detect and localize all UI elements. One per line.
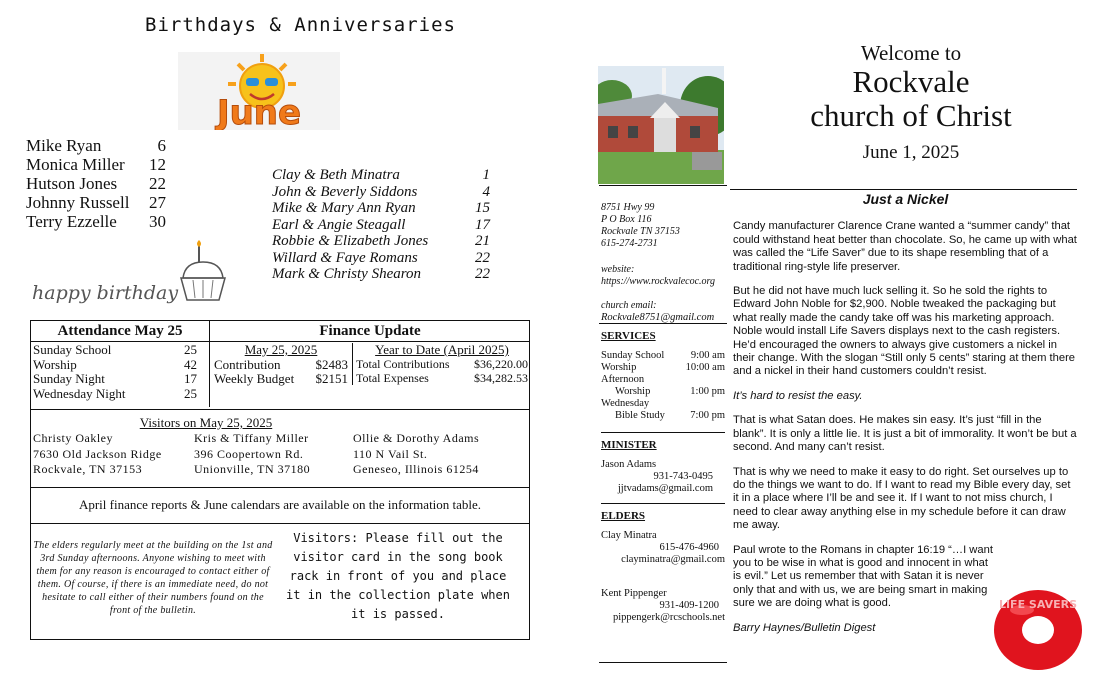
anniversary-list [272,167,490,283]
elder-name: Clay Minatra [601,530,657,541]
website-label: website: [601,264,635,275]
list-item: Worship 42 [33,356,197,372]
list-item: Mark & Christy Shearon 22 [272,266,490,282]
list-item: Worship 10:00 am [601,362,725,373]
birthday-list [26,136,166,231]
minister-name: Jason Adams [601,459,657,470]
happy-birthday-text: happy birthday [32,282,179,304]
divider [599,185,727,186]
info-box [30,320,530,640]
minister-email[interactable]: jjtvadams@gmail.com [617,483,713,494]
finance-ytd [352,343,528,385]
welcome-header [780,42,1042,164]
list-item: Robbie & Elizabeth Jones 21 [272,233,490,249]
list-item: Worship 1:00 pm [615,386,725,397]
elders-note: The elders regularly meet at the building on the 1st and 3rd Sunday afternoons. Anyone wishing to meet with them for any reason is encouraged to contact either of them. Of course, if there is an immediate need, do not hesitate to call either of their numbers found on the front of the bulletin. [33,540,273,616]
elder-name: Kent Pippenger [601,588,667,599]
church-name-line2: church of Christ [810,98,1012,134]
lifesaver-candy-icon [992,588,1084,677]
list-item: Mike Ryan 6 [26,136,166,155]
visitor-card-note: Visitors: Please fill out the visitor card in the song book rack in front of you and place it in the collection plate when it is passed. [286,531,510,621]
list-item: Clay & Beth Minatra 1 [272,167,490,183]
elder-email[interactable]: pippengerk@rcschools.net [612,612,725,623]
list-item: Sunday School 9:00 am [601,350,725,361]
visitors-title: Visitors on May 25, 2025 [139,415,273,430]
email-link[interactable]: Rockvale8751@gmail.com [601,312,715,323]
article [733,193,1078,646]
list-item: Contribution $2483 [214,356,348,372]
article-paragraph: But he did not have much luck selling it. So he sold the rights to Edward John Noble for $2,900. Noble tweaked the packaging but what really made the candy take off was his marketing approach. Noble would install Life Savers displays next to the cash registers. He’d encouraged the owners to always give customers a nickel in their change. With the slogan “Still only 5 cents” staring at them there and a nickel in their hand customers couldn’t resist. [733,285,1076,378]
list-item: Willard & Faye Romans 22 [272,249,490,266]
services-title: SERVICES [601,330,656,342]
lifesaver-text: LIFE SAVERS [998,598,1078,611]
welcome-text: Welcome to [860,41,962,65]
attendance-list [33,343,197,401]
article-paragraph: It’s hard to resist the easy. [733,389,863,402]
list-item: Total Contributions $36,220.00 [356,357,528,371]
list-item: Weekly Budget $2151 [214,371,348,386]
attendance-title: Attendance May 25 [57,323,183,339]
finance-area [209,341,530,407]
divider [730,189,1077,190]
list-item: Terry Ezzelle 30 [26,212,166,231]
list-item: Hutson Jones 22 [26,174,166,193]
finance-title: Finance Update [209,321,530,342]
article-paragraph: Paul wrote to the Romans in chapter 16:19 “…I want you to be wise in what is good and innocent in what is evil.” Let us remember that with Satan it is never only that and with us, we are being smart in making sure we are doing what is good. [733,543,993,610]
finance-ytd-title: Year to Date (April 2025) [375,342,509,357]
list-item: Sunday School 25 [33,342,197,357]
elder-email[interactable]: clayminatra@gmail.com [621,554,725,565]
list-item: Sunday Night 17 [33,371,197,386]
article-paragraph: That is what Satan does. He makes sin easy. It’s just “fill in the blank”. It is only a little lie. It is just a bit of immorality. It won’t be but a second. And many can’t resist. [733,414,1077,454]
list-item: Wednesday Night 25 [33,385,197,401]
article-paragraph: Candy manufacturer Clarence Crane wanted a “summer candy” that could withstand heat better than chocolate. So, he came up with what was called the “Life Saver” due to its shape resembling that of a traditional ring-style life preserver. [733,220,1077,273]
elder-phone: 931-409-1200 [659,600,719,611]
list-item: Mike & Mary Ann Ryan 15 [272,200,490,216]
birthdays-title: Birthdays & Anniversaries [145,14,456,36]
minister-title: MINISTER [601,439,657,451]
visitor-card-1: Christy Oakley 7630 Old Jackson Ridge Rockvale, TN 37153 [33,431,162,476]
list-item: Total Expenses $34,282.53 [356,371,528,385]
visitor-card-3: Ollie & Dorothy Adams 110 N Vail St. Geneseo, Illinois 61254 [353,431,480,476]
list-item: John & Beverly Siddons 4 [272,183,490,200]
article-attribution: Barry Haynes/Bulletin Digest [733,621,876,634]
june-banner [178,52,340,130]
elder-phone: 615-476-4960 [659,542,719,553]
list-item: Wednesday [601,398,650,409]
website-link[interactable]: https://www.rockvalecoc.org [601,276,716,287]
email-label: church email: [601,300,657,311]
divider [599,323,727,324]
june-banner-text: June [216,93,302,130]
list-item: Bible Study 7:00 pm [615,410,725,421]
list-item: Johnny Russell 27 [26,193,166,212]
minister-phone: 931-743-0495 [653,471,713,482]
cupcake-icon [175,238,231,313]
list-item: Earl & Angie Steagall 17 [272,216,490,233]
services-section [601,330,725,624]
list-item: Afternoon [601,374,645,385]
visitor-card-2: Kris & Tiffany Miller 396 Coopertown Rd. Unionville, TN 37180 [194,431,311,476]
article-title: Just a Nickel [862,191,949,207]
finance-week [214,343,348,387]
finance-week-title: May 25, 2025 [244,342,318,357]
bulletin-date: June 1, 2025 [862,142,960,164]
church-contact: 8751 Hwy 99 P O Box 116 Rockvale TN 37153 615-274-2731 website: https://www.rockvalecoc.org church email: Rockvale8751@gmail.com [601,202,726,324]
divider [599,662,727,663]
elders-title: ELDERS [601,510,646,522]
list-item: Monica Miller 12 [26,155,166,174]
church-name: Rockvale [852,64,970,100]
info-notice: April finance reports & June calendars are available on the information table. [78,497,482,512]
article-paragraph: That is why we need to make it easy to do right. Set ourselves up to do the things we want to do. If I want to read my Bible every day, set it in a place where I’ll be and see it. If I want to not miss church, I need to clear away anything else in my schedule before it can draw me away. [733,465,1071,532]
church-photo [598,66,724,184]
